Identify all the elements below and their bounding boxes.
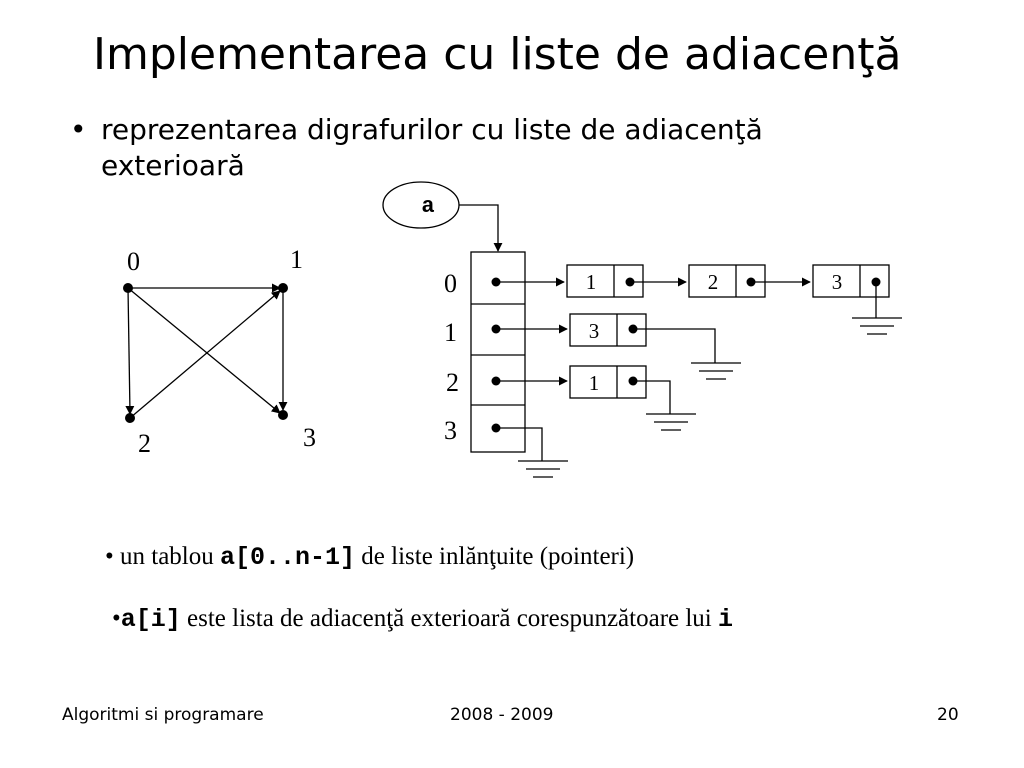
graph-edge-0-2 <box>128 288 130 414</box>
note-1-post: de liste inlănţuite (pointeri) <box>355 543 635 570</box>
main-bullet-line2: exterioară <box>101 149 245 182</box>
list-2-node-0-value: 1 <box>588 371 600 395</box>
note-2-bullet: • <box>112 605 121 632</box>
slide-title: Implementarea cu liste de adiacenţă <box>93 29 902 80</box>
array-index-0: 0 <box>444 269 457 298</box>
graph-node-label-2: 2 <box>138 429 151 458</box>
note-list-meaning <box>112 605 733 634</box>
graph-node-1 <box>278 283 288 293</box>
graph-node-label-3: 3 <box>303 423 316 452</box>
graph-node-label-0: 0 <box>127 247 140 276</box>
graph-node-0 <box>123 283 133 293</box>
footer-course: Algoritmi si programare <box>62 705 264 725</box>
null-ground-icon <box>633 329 741 379</box>
graph-node-label-1: 1 <box>290 245 303 274</box>
array-index-2: 2 <box>446 368 459 397</box>
note-2-mid: este lista de adiacenţă exterioară corespunzătoare lui <box>180 605 719 632</box>
graph-edge-0-3 <box>128 288 280 413</box>
footer-years: 2008 - 2009 <box>450 705 554 725</box>
note-array-of-lists <box>105 543 634 572</box>
footer-page-number: 20 <box>937 705 959 725</box>
graph-node-3 <box>278 410 288 420</box>
array-pointer-arrow <box>459 205 498 251</box>
note-2-code: a[i] <box>120 605 181 634</box>
graph-edge-2-1 <box>130 291 280 418</box>
array-index-3: 3 <box>444 416 457 445</box>
list-0-node-2-value: 3 <box>831 270 843 294</box>
adjacency-list-2 <box>496 366 696 430</box>
note-1-pre: un tablou <box>113 543 221 570</box>
note-2-code2: i <box>718 605 734 634</box>
note-1-bullet: • <box>105 543 114 570</box>
list-0-node-1-value: 2 <box>707 270 719 294</box>
bullet-symbol: • <box>70 113 87 146</box>
array-name-label: a <box>421 194 435 219</box>
array-pointer <box>383 182 498 251</box>
list-1-node-0-value: 3 <box>588 319 600 343</box>
main-bullet-line1: reprezentarea digrafurilor cu liste de adiacenţă <box>101 113 763 146</box>
note-1-code: a[0..n-1] <box>220 543 356 572</box>
graph-node-2 <box>125 413 135 423</box>
adjacency-list-0 <box>496 265 902 334</box>
array-index-1: 1 <box>444 318 457 347</box>
directed-graph <box>123 245 316 458</box>
list-0-node-0-value: 1 <box>585 270 597 294</box>
